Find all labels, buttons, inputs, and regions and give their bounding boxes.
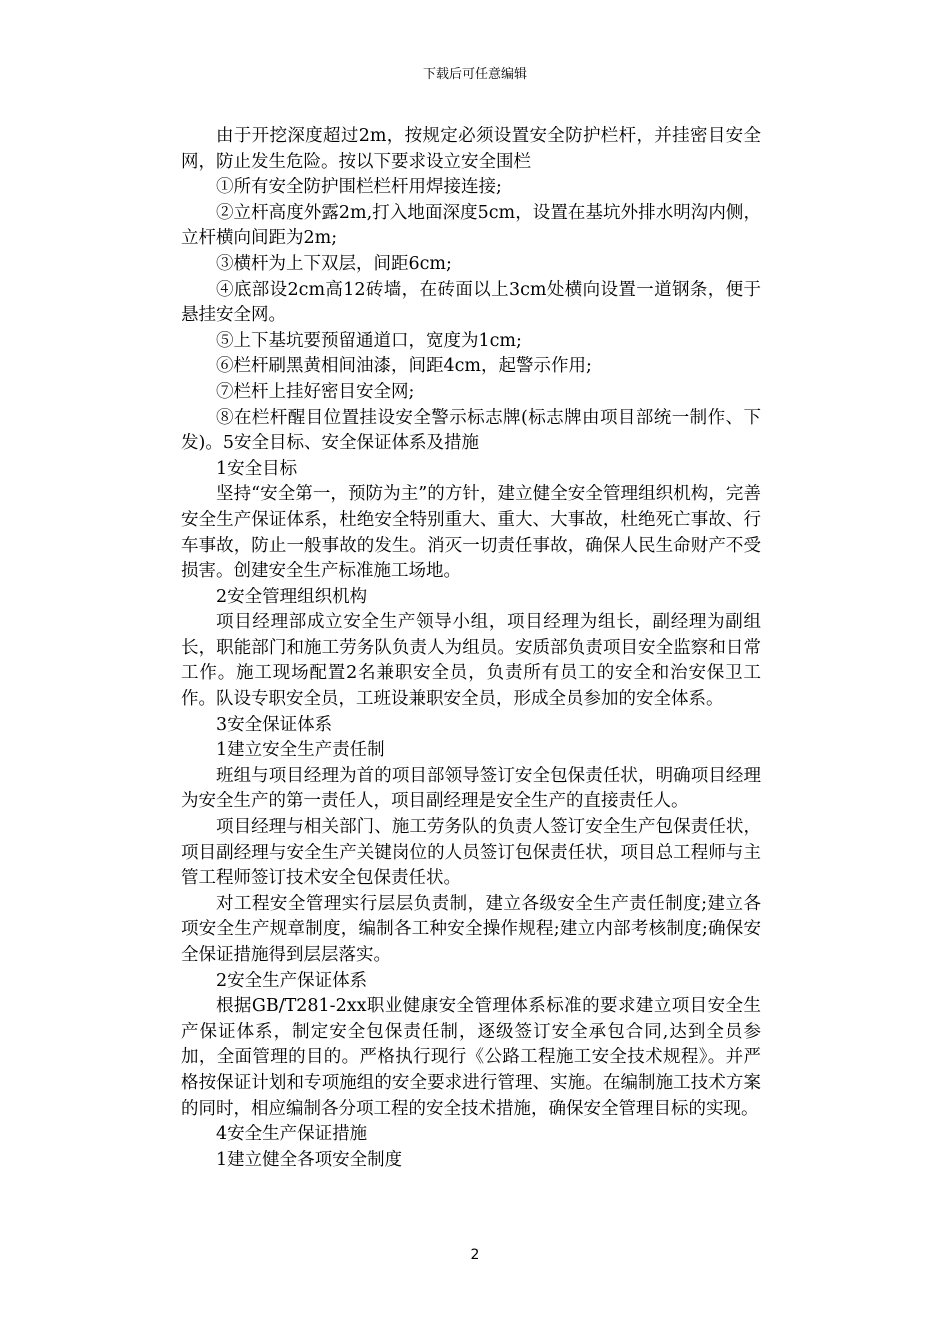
document-body xyxy=(181,124,761,1173)
paragraph: 对工程安全管理实行层层负责制，建立各级安全生产责任制度;建立各项安全生产规章制度，编制各工种安全操作规程;建立内部考核制度;确保安全保证措施得到层层落实。 xyxy=(181,893,761,965)
list-item: ⑧在栏杆醒目位置挂设安全警示标志牌(标志牌由项目部统一制作、下发)。5安全目标、安全保证体系及措施 xyxy=(181,407,761,454)
section-heading: 2安全管理组织机构 xyxy=(216,586,368,607)
list-item: ⑤上下基坑要预留通道口，宽度为1cm; xyxy=(216,330,522,351)
paragraph: 班组与项目经理为首的项目部领导签订安全包保责任状，明确项目经理为安全生产的第一责任人，项目副经理是安全生产的直接责任人。 xyxy=(181,765,761,812)
paragraph: 项目经理部成立安全生产领导小组，项目经理为组长，副经理为副组长，职能部门和施工劳务队负责人为组员。安质部负责项目安全监察和日常工作。施工现场配置2名兼职安全员，负责所有员工的安全和治安保卫工作。队设专职安全员，工班设兼职安全员，形成全员参加的安全体系。 xyxy=(181,612,761,710)
list-item: ⑦栏杆上挂好密目安全网; xyxy=(216,381,415,402)
section-heading: 1安全目标 xyxy=(216,458,298,479)
paragraph: 由于开挖深度超过2m，按规定必须设置安全防护栏杆，并挂密目安全网，防止发生危险。按以下要求设立安全围栏 xyxy=(181,126,761,172)
list-item: ③横杆为上下双层，间距6cm; xyxy=(216,253,452,274)
section-heading: 4安全生产保证措施 xyxy=(216,1124,368,1145)
subsection-heading: 1建立安全生产责任制 xyxy=(216,740,385,761)
list-item: ②立杆高度外露2m,打入地面深度5cm，设置在基坑外排水明沟内侧，立杆横向间距为2m; xyxy=(181,202,761,249)
list-item: ④底部设2cm高12砖墙，在砖面以上3cm处横向设置一道钢条，便于悬挂安全网。 xyxy=(181,279,761,326)
list-item: ①所有安全防护围栏栏杆用焊接连接; xyxy=(216,177,502,198)
page-number: 2 xyxy=(470,1247,480,1263)
section-heading: 3安全保证体系 xyxy=(216,714,333,735)
subsection-heading: 1建立健全各项安全制度 xyxy=(216,1149,403,1170)
page-header: 下载后可任意编辑 xyxy=(422,67,527,82)
list-item: ⑥栏杆刷黑黄相间油漆，间距4cm，起警示作用; xyxy=(216,356,592,377)
paragraph: 根据GB/T281-2xx职业健康安全管理体系标准的要求建立项目安全生产保证体系，制定安全包保责任制，逐级签订安全承包合同,达到全员参加，全面管理的目的。严格执行现行《公路工程施工安全技术规程》。并严格按保证计划和专项施组的安全要求进行管理、实施。在编制施工技术方案的同时，相应编制各分项工程的安全技术措施，确保安全管理目标的实现。 xyxy=(181,996,761,1119)
paragraph: 项目经理与相关部门、施工劳务队的负责人签订安全生产包保责任状，项目副经理与安全生产关键岗位的人员签订包保责任状，项目总工程师与主管工程师签订技术安全包保责任状。 xyxy=(181,817,761,889)
subsection-heading: 2安全生产保证体系 xyxy=(216,970,368,991)
paragraph: 坚持“安全第一，预防为主”的方针，建立健全安全管理组织机构，完善安全生产保证体系，杜绝安全特别重大、重大、大事故，杜绝死亡事故、行车事故，防止一般事故的发生。消灭一切责任事故，确保人民生命财产不受损害。创建安全生产标准施工场地。 xyxy=(181,484,761,582)
